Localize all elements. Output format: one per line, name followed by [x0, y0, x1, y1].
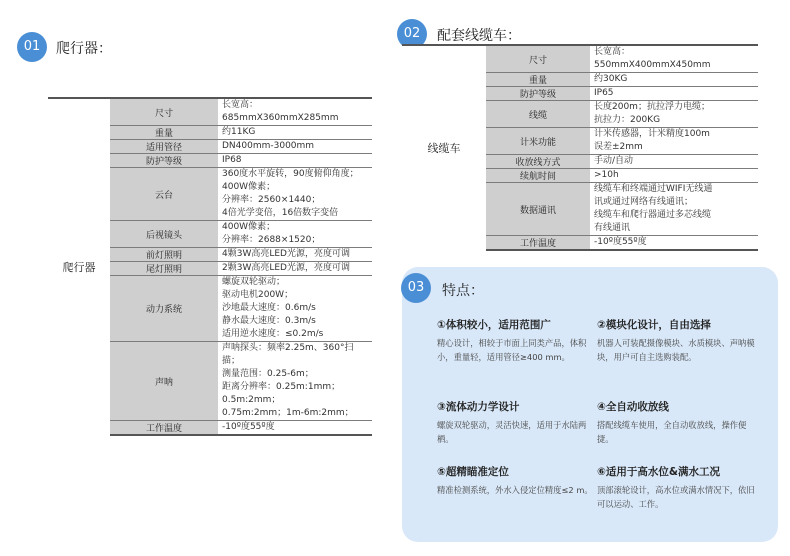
spec-value-line: -10º度55º度 [222, 422, 275, 432]
feature-description: 顶部滚轮设计，高水位或满水情况下，依旧可以运动、工作。 [597, 485, 755, 509]
spec-value-line: 计米传感器，计米精度100m [594, 129, 710, 139]
spec-key: 线缆 [486, 101, 590, 128]
spec-row [48, 98, 372, 126]
spec-value-line: 长宽高：685mmX360mmX285mm [222, 100, 339, 123]
spec-value [218, 276, 372, 342]
spec-value-line: 螺旋双轮驱动； [222, 277, 286, 287]
spec-key: 适用管径 [110, 140, 218, 154]
spec-key: 动力系统 [110, 276, 218, 342]
feature-description: 螺旋双轮驱动，灵活快速，适用于水陆两栖。 [437, 420, 587, 444]
spec-key: 数据通讯 [486, 183, 590, 236]
section-title-features: 特点： [442, 283, 484, 299]
spec-value [590, 236, 758, 251]
spec-value-line: DN400mm-3000mm [222, 141, 315, 151]
spec-value-line: IP65 [594, 88, 614, 98]
feature-title: ②模块化设计，自由选择 [597, 319, 711, 331]
spec-value-line: 约11KG [222, 127, 256, 137]
spec-value-line: 声呐探头：频率2.25m、360°扫描； [222, 343, 354, 366]
category-label: 爬行器 [48, 98, 110, 435]
spec-value [218, 154, 372, 168]
spec-value-line: 0.75m:2mm；1m-6m:2mm； [222, 408, 354, 418]
spec-value-line: -10º度55º度 [594, 237, 647, 247]
spec-value [590, 183, 758, 236]
spec-value [590, 128, 758, 155]
spec-key: 防护等级 [110, 154, 218, 168]
feature-item [597, 399, 757, 446]
spec-value-line: 4颗3W高亮LED光源，亮度可调 [222, 249, 350, 259]
spec-key: 尺寸 [486, 45, 590, 73]
spec-key: 后视镜头 [110, 221, 218, 248]
spec-value [590, 45, 758, 73]
feature-description: 搭配线缆车使用，全自动收放线，操作便捷。 [597, 420, 747, 444]
spec-key: 工作温度 [486, 236, 590, 251]
section-number-badge: 03 [401, 273, 431, 303]
feature-description: 精准检测系统，外水入侵定位精度≤2 m。 [437, 485, 593, 495]
spec-value-line: 550mmX400mmX450mm [594, 60, 711, 70]
spec-value-line: 约30KG [594, 74, 628, 84]
spec-value-line: 有线通讯 [594, 223, 631, 233]
section-title-crawler: 爬行器： [56, 41, 112, 57]
spec-value-line: 长宽高： [594, 47, 631, 57]
spec-value-line: 360度水平旋转，90度俯仰角度； [222, 169, 359, 179]
spec-value [218, 168, 372, 221]
spec-value-line: 适用逆水速度：≤0.2m/s [222, 329, 324, 339]
section-number-badge: 02 [397, 19, 427, 49]
spec-value-line: 长度200m；抗拉浮力电缆； [594, 102, 710, 112]
spec-value [218, 140, 372, 154]
feature-title: ①体积较小，适用范围广 [437, 319, 551, 331]
feature-title: ⑤超精瞄准定位 [437, 466, 509, 478]
spec-key: 续航时间 [486, 169, 590, 183]
spec-key: 尺寸 [110, 98, 218, 126]
spec-value [218, 262, 372, 276]
feature-item [437, 464, 597, 497]
spec-value [218, 98, 372, 126]
spec-value-line: 距离分辨率：0.25m:1mm；0.5m:2mm； [222, 382, 341, 405]
spec-value [590, 87, 758, 101]
spec-key: 计米功能 [486, 128, 590, 155]
spec-value [590, 169, 758, 183]
spec-value [590, 73, 758, 87]
cable-cart-spec-table [402, 44, 758, 251]
spec-value-line: 线缆车和终端通过WIFI无线通 [594, 184, 713, 194]
spec-key: 尾灯照明 [110, 262, 218, 276]
feature-title: ⑥适用于高水位&满水工况 [597, 466, 721, 478]
spec-key: 声呐 [110, 342, 218, 421]
feature-item [437, 399, 597, 446]
spec-value-line: IP68 [222, 155, 242, 165]
spec-value-line: 沙地最大速度：0.6m/s [222, 303, 316, 313]
spec-value-line: 分辨率：2560×1440； [222, 195, 321, 205]
spec-value-line: 测量范围：0.25-6m； [222, 369, 314, 379]
spec-value [218, 342, 372, 421]
spec-value [218, 421, 372, 436]
spec-value-line: 400W像素； [222, 222, 276, 232]
spec-value-line: 分辨率：2688×1520； [222, 235, 321, 245]
spec-key: 防护等级 [486, 87, 590, 101]
spec-key: 工作温度 [110, 421, 218, 436]
spec-key: 重量 [110, 126, 218, 140]
spec-value-line: 线缆车和爬行器通过多芯线缆 [594, 210, 712, 220]
feature-description: 机器人可装配摄像模块、水质模块、声呐模块，用户可自主选购装配。 [597, 338, 755, 362]
spec-value-line: 4倍光学变倍，16倍数字变倍 [222, 208, 339, 218]
spec-value-line: >10h [594, 170, 619, 180]
section-number-badge: 01 [17, 32, 47, 62]
feature-title: ③流体动力学设计 [437, 401, 520, 413]
spec-value-line: 抗拉力：200KG [594, 115, 661, 125]
spec-value-line: 2颗3W高亮LED光源，亮度可调 [222, 263, 350, 273]
spec-value [218, 248, 372, 262]
section-title-cable-cart: 配套线缆车： [437, 28, 521, 44]
spec-value [590, 101, 758, 128]
feature-item [597, 464, 757, 511]
spec-key: 收放线方式 [486, 155, 590, 169]
spec-value-line: 手动/自动 [594, 156, 634, 166]
spec-key: 重量 [486, 73, 590, 87]
category-label: 线缆车 [402, 45, 486, 250]
spec-value-line: 误差±2mm [594, 142, 643, 152]
spec-row [402, 45, 758, 73]
spec-key: 云台 [110, 168, 218, 221]
spec-value-line: 静水最大速度：0.3m/s [222, 316, 316, 326]
spec-value [218, 221, 372, 248]
spec-value-line: 驱动电机200W； [222, 290, 294, 300]
spec-value-line: 讯或通过网络有线通讯； [594, 197, 694, 207]
spec-value [590, 155, 758, 169]
spec-key: 前灯照明 [110, 248, 218, 262]
spec-value-line: 400W像素； [222, 182, 276, 192]
spec-value [218, 126, 372, 140]
feature-item [437, 317, 597, 364]
feature-title: ④全自动收放线 [597, 401, 669, 413]
crawler-spec-table [48, 97, 372, 436]
feature-description: 精心设计，相较于市面上同类产品，体积小，重量轻，适用管径≥400 mm。 [437, 338, 587, 362]
feature-item [597, 317, 757, 364]
